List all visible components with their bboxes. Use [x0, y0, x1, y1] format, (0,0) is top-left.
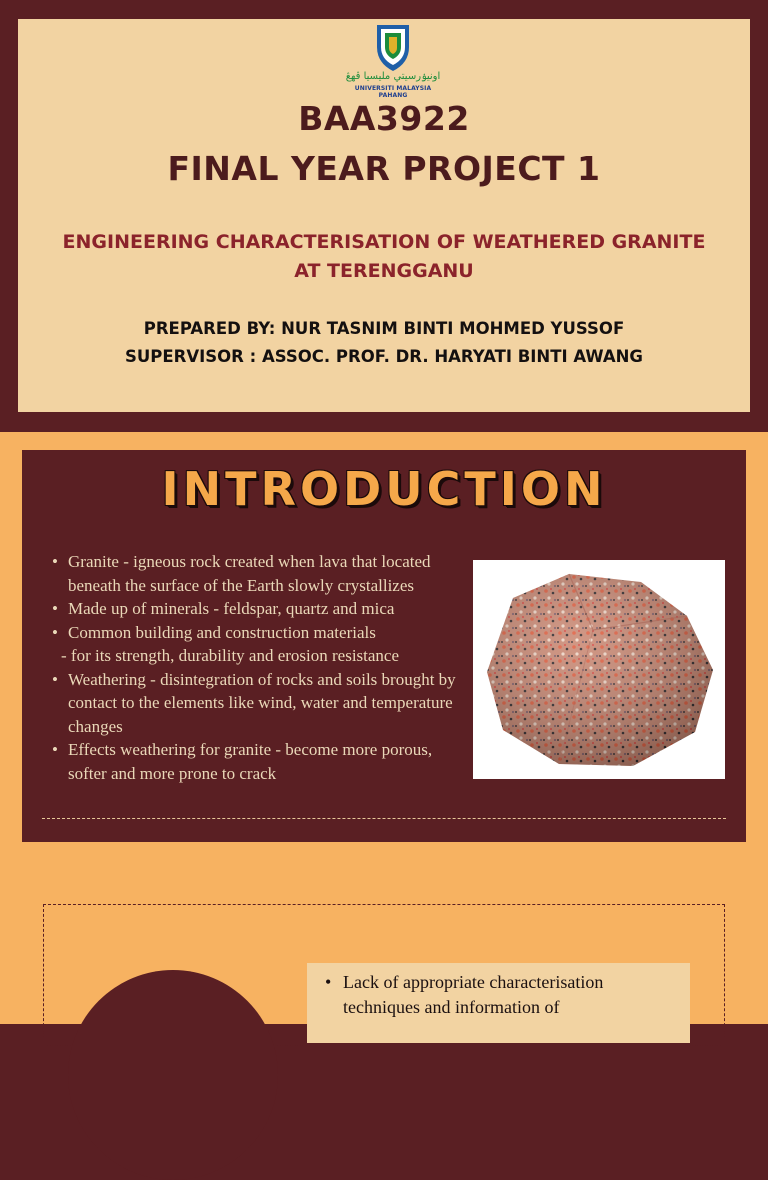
course-code: BAA3922	[298, 99, 470, 138]
introduction-heading: INTRODUCTION	[161, 462, 607, 516]
university-shield-icon	[340, 23, 446, 73]
list-item: • Granite - igneous rock created when lava that located beneath the surface of the Earth slowly crystallizes	[52, 552, 431, 595]
bullet-icon: •	[52, 599, 58, 618]
list-item: • Common building and construction materials	[52, 621, 472, 645]
list-item: • Lack of appropriate characterisation techniques and information of	[325, 972, 604, 1017]
bullet-icon: •	[52, 622, 58, 642]
bullet-icon: •	[52, 552, 58, 571]
logo-arabic-text: اونيۏرسيتي مليسيا ڤهڠ	[345, 71, 441, 82]
header-card	[18, 19, 750, 412]
bullet-icon: •	[52, 669, 58, 689]
granite-rock-image	[473, 560, 725, 779]
prepared-by: PREPARED BY: NUR TASNIM BINTI MOHMED YUSSOF	[143, 319, 625, 338]
bullet-icon: •	[325, 972, 332, 992]
university-logo	[340, 23, 446, 109]
decorative-circle	[68, 970, 278, 1180]
problem-statement-card	[307, 963, 690, 1043]
course-name: FINAL YEAR PROJECT 1	[167, 149, 601, 188]
project-title: ENGINEERING CHARACTERISATION OF WEATHERED GRANITE AT TERENGGANU	[62, 231, 706, 282]
introduction-list	[52, 550, 472, 785]
logo-caption: UNIVERSITI MALAYSIA PAHANG	[354, 85, 432, 99]
dashed-divider	[42, 818, 726, 819]
list-item: • Weathering - disintegration of rocks and soils brought by contact to the elements like wind, water and temperature changes	[52, 669, 456, 736]
bullet-icon: •	[52, 740, 58, 759]
problem-statement-list	[325, 970, 675, 1020]
granite-rock-photo	[473, 560, 725, 779]
introduction-card	[22, 450, 746, 842]
list-item: • Effects weathering for granite - become more porous, softer and more prone to crack	[52, 740, 433, 783]
supervisor: SUPERVISOR : ASSOC. PROF. DR. HARYATI BINTI AWANG	[125, 347, 643, 366]
list-subitem: - for its strength, durability and erosion resistance	[61, 646, 400, 665]
list-item: • Made up of minerals - feldspar, quartz and mica	[52, 597, 472, 621]
